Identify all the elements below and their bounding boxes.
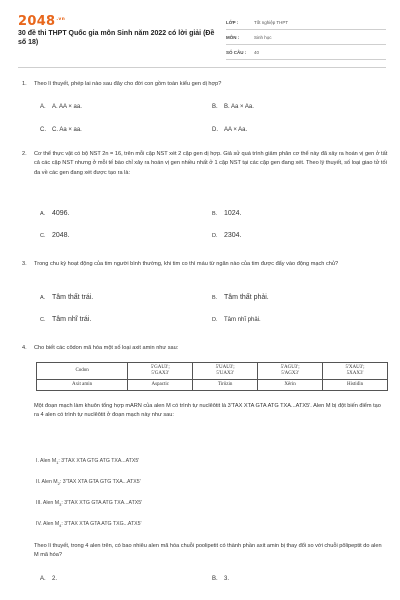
- allele-prefix: I. Alen M: [36, 458, 57, 464]
- q4-paragraph: [34, 402, 386, 421]
- q2-option-b[interactable]: [212, 210, 242, 217]
- q1-option-b[interactable]: [212, 104, 254, 110]
- q3-option-c[interactable]: [40, 316, 91, 323]
- meta-row-subject: [226, 30, 386, 45]
- codon-line: 5'XAU3';: [345, 365, 365, 370]
- q3-option-b[interactable]: [212, 294, 269, 301]
- allele-subscript: 4: [59, 523, 62, 529]
- meta-value: Sinh học: [254, 34, 272, 40]
- question-text: Cho biết các côdon mã hóa một số loại axit amin như sau:: [34, 345, 179, 351]
- allele-sequence: : 3'TAX XTG GTA ATG TXA...ATX5': [61, 500, 143, 506]
- option-letter: B.: [212, 104, 218, 110]
- table-cell: [258, 363, 323, 380]
- q1-option-c[interactable]: [40, 127, 82, 133]
- question-number: 3.: [22, 261, 27, 267]
- table-cell: Axit amin: [37, 380, 128, 391]
- q4-option-a[interactable]: [40, 576, 57, 582]
- table-cell: Tirôzin: [193, 380, 258, 391]
- allele-prefix: II. Alen M: [36, 479, 58, 485]
- table-cell: Xêrin: [258, 380, 323, 391]
- q2-option-a[interactable]: [40, 210, 70, 217]
- allele-sequence: : 3'TAX XTA GTG ATG TXA...ATX5': [58, 458, 140, 464]
- document-meta: [226, 15, 386, 60]
- question-text: Theo lí thuyết, phép lai nào sau đây cho đời con gồm toàn kiểu gen dị hợp?: [34, 81, 222, 87]
- option-letter: D.: [212, 317, 218, 323]
- meta-value: 40: [254, 49, 260, 55]
- question-1: [18, 80, 388, 89]
- site-logo[interactable]: [18, 14, 65, 29]
- table-cell: [193, 363, 258, 380]
- question-2: [18, 150, 388, 178]
- option-letter: A.: [40, 211, 46, 217]
- question-text: Cơ thể thực vật có bộ NST 2n = 16, trên mỗi cặp NST xét 2 cặp gen dị hợp. Giả sử quá trình giảm phân cơ thể này đã xảy ra hoán vị gen ở tất cả các cặp NST nhưng ở mỗi tế bào chỉ xảy ra hoán vị gen nhiều nhất ở 1 cặp NST tại các cặp gen đang xét. Theo lý thuyết, số loại giao tử tối đa về các gen đang xét được tạo ra là:: [34, 151, 388, 176]
- option-text: 2.: [52, 576, 58, 582]
- option-text: 4096.: [52, 210, 70, 217]
- question-text: Trong chu kỳ hoạt động của tim người bình thường, khi tim co thì máu từ ngăn nào của tim được đẩy vào động mạch chủ?: [34, 261, 339, 267]
- codon-line: 5'AGX3': [281, 371, 299, 376]
- option-text: 3.: [224, 576, 230, 582]
- option-letter: B.: [212, 576, 218, 582]
- option-text: 2048.: [52, 232, 70, 239]
- option-text: Tâm nhĩ phải.: [224, 317, 261, 323]
- q1-option-d[interactable]: [212, 127, 247, 133]
- allele-item: [36, 479, 141, 486]
- codon-table: [36, 362, 388, 391]
- meta-value: Tốt nghiệp THPT: [254, 19, 289, 25]
- question-number: 1.: [22, 81, 27, 87]
- allele-sequence: : 3'TAX XTA GTA ATG TXG...ATX5': [61, 521, 142, 527]
- option-letter: B.: [212, 295, 218, 301]
- table-cell: [323, 363, 388, 380]
- codon-line: 5'AGU3';: [280, 365, 300, 370]
- codon-line: 5'UAU3';: [215, 365, 235, 370]
- q3-option-d[interactable]: [212, 317, 261, 323]
- table-row: [37, 363, 388, 380]
- option-letter: B.: [212, 211, 218, 217]
- meta-key: LỚP :: [226, 19, 239, 25]
- codon-line: 5'GAX3': [151, 371, 170, 376]
- allele-prefix: III. Alen M: [36, 500, 60, 506]
- paragraph-text: Một đoạn mạch làm khuôn tổng hợp mARN của alen M có trình tự nuclêôtit là 3'TAX XTA GTA ATG TXA...ATX5'. Alen M bị đột biến điểm tạo ra 4 alen có trình tự nuclêôtit ở đoạn mạch này như sau:: [34, 403, 381, 419]
- option-letter: C.: [40, 317, 46, 323]
- allele-item: [36, 521, 142, 528]
- codon-line: 5'GAU3';: [150, 365, 170, 370]
- option-text: 2304.: [224, 232, 242, 239]
- allele-subscript: 2: [57, 481, 60, 487]
- q1-option-a[interactable]: [40, 104, 82, 110]
- logo-main: 2048: [18, 14, 56, 29]
- option-letter: D.: [212, 233, 218, 239]
- codon-line: 5XAX3': [346, 371, 364, 376]
- option-text: AA × Aa.: [224, 127, 248, 133]
- q2-option-d[interactable]: [212, 232, 242, 239]
- allele-subscript: 1: [56, 460, 59, 466]
- option-letter: C.: [40, 127, 46, 133]
- allele-prefix: IV. Alen M: [36, 521, 60, 527]
- question-text: Theo lí thuyết, trong 4 alen trên, có bao nhiêu alen mã hóa chuỗi poolipetit có thành phần axit amin bị thay đổi so với chuỗi pôlipeptit do alen M mã hóa?: [34, 543, 382, 559]
- allele-subscript: 3: [59, 502, 62, 508]
- q2-option-c[interactable]: [40, 232, 70, 239]
- table-cell: [128, 363, 193, 380]
- option-letter: A.: [40, 295, 46, 301]
- option-text: B. Aa × Aa.: [224, 104, 254, 110]
- allele-item: [36, 500, 142, 507]
- q4-question: [34, 542, 386, 561]
- option-text: Tâm thất trái.: [52, 294, 94, 301]
- option-text: 1024.: [224, 210, 242, 217]
- meta-key: SỐ CÂU :: [226, 49, 247, 55]
- question-4: [18, 344, 388, 353]
- option-text: Tâm thất phải.: [224, 294, 269, 301]
- table-cell: Codon: [37, 363, 128, 380]
- table-row: [37, 380, 388, 391]
- meta-row-count: [226, 45, 386, 60]
- header-divider: [18, 67, 386, 68]
- option-letter: A.: [40, 104, 46, 110]
- option-text: Tâm nhĩ trái.: [52, 316, 92, 323]
- option-letter: D.: [212, 127, 218, 133]
- question-number: 4.: [22, 345, 27, 351]
- logo-suffix: .vn: [56, 16, 66, 22]
- q3-option-a[interactable]: [40, 294, 93, 301]
- meta-row-class: [226, 15, 386, 30]
- table-cell: Aspactic: [128, 380, 193, 391]
- allele-item: [36, 458, 139, 465]
- option-text: C. Aa × aa.: [52, 127, 82, 133]
- q4-option-b[interactable]: [212, 576, 229, 582]
- table-cell: Histiđin: [323, 380, 388, 391]
- document-title: 30 đề thi THPT Quốc gia môn Sinh năm 2022 có lời giải (Đề số 18): [18, 30, 215, 46]
- allele-sequence: : 3'TAX XTA GTA GTG TXA...ATX5': [59, 479, 141, 485]
- option-letter: C.: [40, 233, 46, 239]
- option-letter: A.: [40, 576, 46, 582]
- option-text: A. AA × aa.: [52, 104, 82, 110]
- question-3: [18, 260, 388, 269]
- meta-key: MÔN :: [226, 34, 240, 40]
- codon-line: 5'UAX3': [216, 371, 234, 376]
- question-number: 2.: [22, 151, 27, 157]
